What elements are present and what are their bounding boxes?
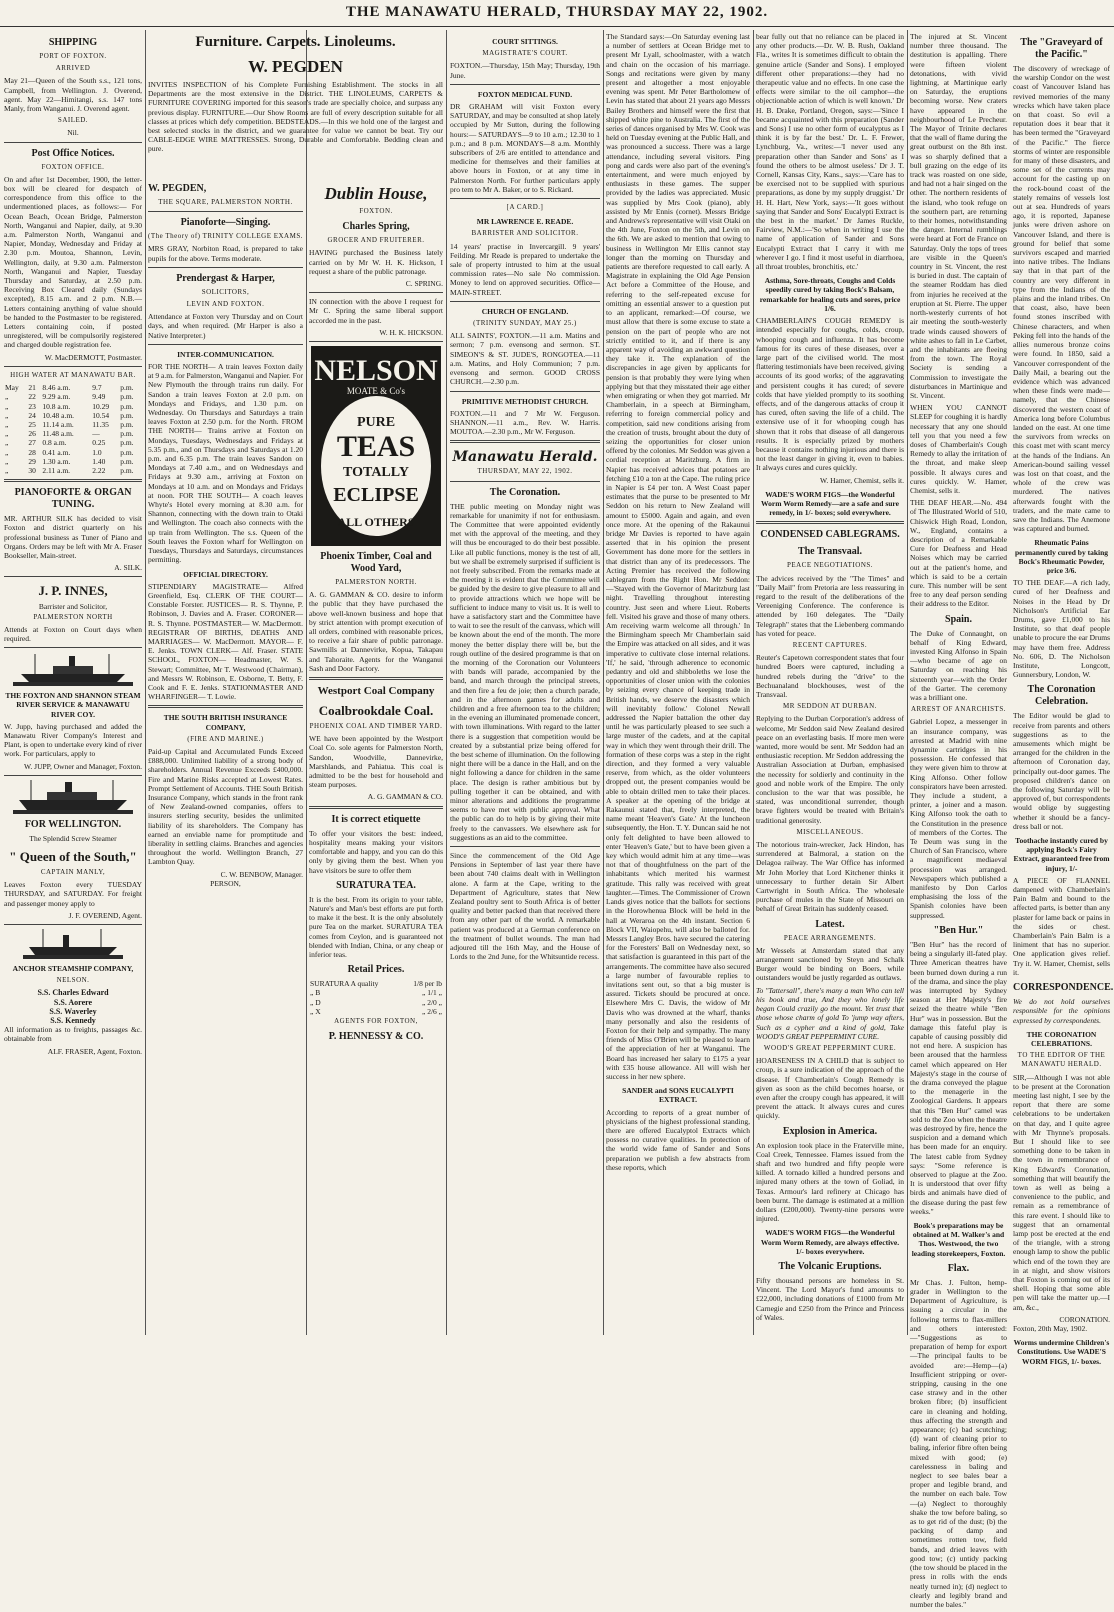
- tide-row: [4, 438, 142, 447]
- column-rule: [907, 30, 908, 1335]
- transvaal-title: The Transvaal.: [797, 546, 863, 558]
- tide-row: [4, 448, 142, 457]
- column-1: [4, 32, 142, 1332]
- latest-title: Latest.: [815, 918, 845, 930]
- pegden-advert: [148, 32, 443, 157]
- tide-cell: 8.46 a.m.: [42, 383, 71, 393]
- paper-title: Manawatu Herald.: [452, 449, 598, 466]
- letter-date: Foxton, 20th May, 1902.: [1013, 1324, 1088, 1333]
- tide-row: [4, 457, 142, 466]
- retail-cell: „ D: [310, 997, 321, 1007]
- tide-cell: 1.30 a.m.: [42, 456, 71, 466]
- inter-communication-text: FOR THE NORTH— A train leaves Foxton daily at 9 a.m. for Palmerston, Wanganui and Napier. For New Plymouth the through trains run daily. For Sandon a train leaves Foxton at 2.0 p.m. on Mondays and Fridays, and 1.30 p.m. on Wednesday. On Thursdays and Saturdays a train leaves Foxton at 2.50 p.m. for the North. FROM THE NORTH— Trains arrive at Foxton on Mondays, Tuesdays, Wednesdays and Fridays at 5.35 p.m., and on Thursdays and Saturdays at 1.20 p.m. and 6.35 p.m. The train leaves Sandon on Mondays at 7.40 a.m., and on Wednesdays and Fridays at 9.30 a.m., arriving at Foxton on Mondays at 10 a.m. and on Mondays and Fridays at noon. FOR THE SOUTH— A coach leaves Whyte's Hotel every morning at 8.30 a.m. for Shannon, connecting with the down train to Otaki and Wellington. The coach also connects with the up train from Wellington. The s.s. Queen of the South leaves the Foxton wharf for Wellington on Tuesdays, Thursdays and Saturdays, circumstances permitting.: [148, 362, 303, 565]
- coronation-celebration-title: The Coronation Celebration.: [1027, 684, 1096, 708]
- peace-text: The advices received by the "The Times" and "Daily Mail" from Pretoria are less reassuring in regard to the result of the deliberations of the Vereeniging Conference. The conference is attended by 160 delegates. The "Daily Telegraph" states that the Liebenberg commando has voted for peace.: [756, 573, 904, 638]
- rheumatic-advert: Rheumatic Pains permanently cured by taking Bock's Rheumatic Powder, price 3/6.: [1015, 538, 1108, 575]
- letter-to: TO THE EDITOR OF THE MANAWATU HERALD.: [1017, 1051, 1106, 1069]
- tide-row: [4, 383, 142, 392]
- column-7: [910, 32, 1114, 1609]
- anchor-ship-4: S.S. Kennedy: [50, 1016, 96, 1026]
- masthead: THE MANAWATU HERALD, THURSDAY MAY 22, 1902.: [345, 4, 769, 20]
- anchor-ship-1: S.S. Charles Edward: [37, 988, 109, 998]
- phoenix-text: A. G. GAMMAN & CO. desire to inform the public that they have purchased the above well-known business and hope that by strict attention with prompt execution of all orders, combined with reasonable prices, to receive a fair share of public patronage. Sawmills at Dannevirke, Kopua, Takapau and Tahoraite. Agents for the Wanganui Sash and Door Factory.: [309, 590, 443, 673]
- miscellaneous-text: The notorious train-wrecker, Jack Hindon, has surrendered at Balmoral, a station on the Delagoa railway. The War Office has informed Mr John Morley that Lord Kitchener thinks it unnecessary to further detain Sir Albert Cartwright in South Africa. The wholesale purchase of mules in the State of Missouri on behalf of Great Britain has suddenly ceased.: [756, 840, 904, 914]
- cough-remedy-text: CHAMBERLAIN'S COUGH REMEDY is intended especially for coughs, colds, croup, whooping cough and influenza. It has become famous for its cures of these diseases, over a large part of the civilised world. The most flattering testimonials have been received, giving accounts of its good works; of the aggravating and persistent coughs it has cured; of severe colds that have yielded promptly to its soothing effects, and of the dangerous attacks of croup it has cured, often saving the life of a child. The extensive use of it for whooping cough has shown that it robs that disease of all dangerous results. It is especially prized by mothers because it contains nothing injurious and there is not the least danger in giving it, even to babies. It always cures and cures quickly.: [756, 316, 904, 473]
- dublin-role: GROCER AND FRUITERER.: [327, 236, 425, 245]
- tide-cell: „: [5, 447, 9, 457]
- official-directory-title: OFFICIAL DIRECTORY.: [183, 569, 268, 579]
- hickson-sign: W. H. K. HICKSON.: [379, 327, 443, 337]
- cough-remedy-sign: W. Hamer, Chemist, sells it.: [820, 475, 904, 485]
- court-sittings-text: FOXTON.—Thursday, 15th May; Thursday, 19th June.: [450, 61, 600, 80]
- paper-date: THURSDAY, MAY 22, 1902.: [477, 467, 573, 476]
- volcanic-continued: The injured at St. Vincent number three thousand. The destitution is appalling. There were fifteen violent detonations, with vivid lightning, at Martinique early on Saturday, the eruptions becoming worse. New craters have appeared in the neighbourhood of Le Precheur. The Mayor of Trinite declares that the wall of flame during the great outburst on the 8th inst. was so sharply defined that a bull grazing on the edge of its track was roasted on one side, and had not a hair singed on the other. The northern residents of the island, who took refuge on the southern part, are returning to their homes, notwithstanding the danger. Internal rumblings were heard at Fort de France on Saturday. Only the tops of trees are visible in the Queen's country in St. Vincent, the rest is buried in dust. The captain of the steamer Roddam has died from injuries he received at the eruption at St. Pierre. The upper north-westerly currents of hot air meeting the south-westerly trade winds caused showers of white ashes to fall in Le Carbet, and the inhabitants are fleeing from the town. The Royal Society is sending a Commission to investigate the disturbances in Martinique and St. Vincent.: [910, 32, 1007, 400]
- pianoforte-sub: (The Theory of) TRINITY COLLEGE EXAMS.: [148, 232, 303, 241]
- arrived-label: ARRIVED: [55, 64, 91, 73]
- tide-title: HIGH WATER AT MANAWATU BAR.: [10, 370, 136, 379]
- queen-captain: CAPTAIN MANLY,: [40, 867, 106, 876]
- tide-cell: 30: [28, 465, 36, 475]
- tide-cell: „: [5, 410, 9, 420]
- innes-role: Barrister and Solicitor,: [38, 602, 108, 612]
- anarchists-text: Gabriel Lopez, a messenger in an insurance company, was arrested at Madrid with nine dynamite cartridges in his possession. He confessed that they were given him to throw at King Alfonso. Other follow conspirators have been arrested. They include a student, a printer, a joiner and a mason. King Alfonso took the oath to the Constitution in the presence of members of the Cortes. The Te Deum was sung in the Church of San Francisco, where a magnificent mediaeval procession was arranged. Newspapers which published a manifesto by Don Carlos emphasising the loss of the Spanish colonies have been suppressed.: [910, 717, 1007, 920]
- sander-text: According to reports of a great number of physicians of the highest professional standing, there are offered Eucalyptol Extracts which possess no curative qualities. In protection of the world wide fame of Sander and Sons preparation we publish a few abstracts from these reports, which: [606, 1107, 750, 1172]
- medical-fund-text: DR GRAHAM will visit Foxton every SATURDAY, and may be consulted at shop lately occupied by Mr Sutton, during the following hours:— SATURDAYS—9 to 10 a.m.; 12.30 to 1 p.m.; and 8 p.m. MONDAYS—8 a.m. Monthly subscribers of 2/6 are entitled to attendance and medicine for themselves and their families at above hours in Foxton, or at any time in Palmerston North. For further particulars apply pro tem to Mr A. Baker, or to S. Rickard.: [450, 102, 600, 194]
- tide-row: [4, 420, 142, 429]
- retail-cell: „ X: [310, 1006, 321, 1016]
- anchor-text: All information as to freights, passages &c. obtainable from: [4, 1025, 142, 1044]
- worm-figs-advert: WADE'S WORM FIGS—the Wonderful Worm Worm Remedy—are a safe and sure remedy, in 1/- boxes; sold everywhere.: [761, 489, 899, 518]
- column-7-right: [1013, 32, 1114, 1612]
- tide-row: [4, 411, 142, 420]
- innes-text: Attends at Foxton on Court days when required.: [4, 624, 142, 643]
- church-text: ALL SAINTS', FOXTON.—11 a.m. Matins and sermon; 7 p.m. evensong and sermon. ST. SIMEON'S & ST. JUDE'S, RONGOTEA.—11 a.m. Matins, and Holy Communion; 7 p.m. evensong and sermon. GOOD CROSS CHURCH.—2.30 p.m.: [450, 331, 600, 387]
- sailed-label: SAILED.: [57, 116, 89, 125]
- explosion-text: An explosion took place in the Fraterville mine, Coal Creek, Tennessee. Flames issued from the shaft and two hundred and fifty people were killed. A tornado killed a hundred persons and injured many others at the town of Goliad, in Texas. Armour's lard refinery at Chicago has been burnt. The damage is estimated at a million dollars (£200,000). Twenty-nine persons were injured.: [756, 1140, 904, 1224]
- anchor-ship-2: S.S. Aorere: [53, 997, 93, 1007]
- cablegrams-title: CONDENSED CABLEGRAMS.: [760, 529, 900, 541]
- tide-cell: 11.48 a.m.: [42, 429, 74, 439]
- tide-cell: „: [5, 392, 9, 402]
- steam-service-title: THE FOXTON AND SHANNON STEAM RIVER SERVICE & MANAWATU RIVER COY.: [5, 691, 141, 719]
- column-rule: [603, 30, 604, 1335]
- tide-cell: 9.49: [92, 392, 106, 402]
- nelson-pure: PURE: [356, 415, 396, 431]
- tide-table: [4, 383, 142, 475]
- peace-title: PEACE NEGOTIATIONS.: [786, 561, 874, 570]
- flax-text: Mr Chas. J. Fulton, hemp-grader in Wellington to the Department of Agriculture, is issuing a circular in the following terms to flax-millers and others interested:—"Suggestions as to preparation of hemp for export—The principal faults to be avoided are:—Hemp—(a) Insufficient stripping or over-stripping, causing in the one case strawy and in the other broken fibre; (b) insufficient care in cleaning and holding, thus affecting the strength and appearance; (c) bad scutching; (d) want of cleaning prior to baling, inferior fibre often being mixed with good; (e) carelessness in baling and neglect to see bales bear a proper and legible brand, and the number on each bale. Tow—(a) Neglect to thoroughly shake the tow before baling, so as to get rid of the dust; (b) the packing of damp and sometimes rotten tow, field bands, and dried leaves with good tow; (c) untidy packing (the tow should be placed in the press in rolls with the ends neatly turned in); (d) neglect to clearly and legibly brand and number the bales.": [910, 1277, 1007, 1609]
- anarchists-title: ARREST OF ANARCHISTS.: [911, 705, 1006, 714]
- methodist-title: PRIMITIVE METHODIST CHURCH.: [461, 396, 589, 406]
- westport-sign: A. G. GAMMAN & CO.: [367, 792, 443, 802]
- durban-text: Replying to the Durban Corporation's address of welcome, Mr Seddon said New Zealand desired peace on an everlasting basis. If more men were wanted, more would be sent. Mr Seddon had an enthusiastic reception. Mr Seddon addressing the Australian Association at Durban, emphasised the necessity for soldierly and continuity in the good and noble work of the Empire. The only conclusion to the war that was possible, he stated, was unconditional surrender, though brave fighters would be treated with Britain's traditional generosity.: [756, 714, 904, 825]
- letter-sign: CORONATION.: [1059, 1314, 1110, 1324]
- queen-text: Leaves Foxton every TUESDAY THURSDAY, and SATURDAY. For freight and passenger money apply to: [4, 880, 142, 908]
- tide-cell: p.m.: [120, 447, 134, 457]
- tide-cell: 26: [28, 429, 36, 439]
- tide-cell: 9.7: [92, 383, 102, 393]
- hoarseness-text: HOARSENESS IN A CHILD that is subject to croup, is a sure indication of the approach of the disease. If Chamberlain's Cough Remedy is given as soon as the child becomes hoarse, or even after the croupy cough has appeared, it will prevent the attack. It always cures and cures quickly.: [756, 1056, 904, 1121]
- steam-service-sign: W. JUPP, Owner and Manager, Foxton.: [24, 761, 142, 771]
- worm-figs-advert-2: WADE'S WORM FIGS—the Wonderful Worm Worm Remedy, are always effective. 1/- boxes everywhere.: [760, 1228, 900, 1256]
- letter-text: SIR,—Although I was not able to be present at the Coronation meeting last night, I see by the report that there are some celebrations to be undertaken on that day, and I quite agree with Mr Thynne's proposals. But I should like to see something done to be taken in the town in remembrance of King Edward's Coronation, something that will beautify the town as well as being a convenience to the public, and remain as a remembrance of this rare event. I should like to suggest that an ornamental lamp post be erected at the end of the triangle, with a strong enough lamp to show the public which end of the town they are in at night, and show visitors that Foxton is coming out of its shell. Hoping that some able pen will take the matter up.—I am, &c.,: [1013, 1072, 1110, 1312]
- card-label: [A CARD.]: [506, 203, 544, 212]
- anchor-ship-3: S.S. Waverley: [49, 1006, 97, 1016]
- prendergast-role: SOLICITORS,: [201, 287, 250, 296]
- correspondence-sub: We do not hold ourselves responsible for the opinions expressed by correspondents.: [1013, 997, 1110, 1025]
- retail-cell: „ 2/0 „: [422, 997, 442, 1007]
- reade-role: BARRISTER AND SOLICITOR.: [471, 229, 579, 238]
- arrangements-text: Mr Wessels at Amsterdam stated that any arrangement sanctioned by Steyn and Schalk Burger would be binding on Boers, while outstanders would be justly regarded as outlaws.: [756, 945, 904, 983]
- south-british-sign: C. W. BENBOW, Manager.: [220, 869, 303, 879]
- retail-cell: „ B: [310, 988, 321, 998]
- pegden-text: INVITES INSPECTION of his Complete Furnishing Establishment. The stocks in all Departments are the most extensive in the District. THE LINOLEUMS, CARPETS & FURNITURE COVERING imported for this season's trade are specially choice, and surpass any previous display. FURNITURE.—Our Show Rooms are full of every description suitable for all classes at prices which defy competition. BEDSTEADS.—In this we hold one of the largest and best selected stocks in the district, and we guarantee for value we cannot be beat. Try our CABLE-EDGE WIRE MATTRESSES. Strong, Durable and Comfortable. Bedding clean and pure.: [148, 80, 443, 154]
- column-7-split: [910, 32, 1114, 1612]
- letter-title: THE CORONATION CELEBRATIONS.: [1026, 1029, 1097, 1048]
- tide-cell: 1.0: [92, 447, 102, 457]
- tide-cell: „: [5, 438, 9, 448]
- worms-advert: Worms undermine Children's Constitutions. Use WADE'S WORM FIGS, 1/- boxes.: [1013, 1338, 1110, 1366]
- post-office-sub: FOXTON OFFICE.: [41, 162, 105, 171]
- pianoforte-text: MRS GRAY, Norbiton Road, is prepared to take pupils for the above. Terms moderate.: [148, 244, 303, 263]
- furniture-title: Furniture. Carpets. Linoleums.: [195, 34, 396, 50]
- prendergast-title: Prendergast & Harper,: [176, 272, 275, 284]
- suratura-text: It is the best. From its origin to your table, Nature's and Man's best efforts are put forth to make it the best. It is the only absolutely pure Tea on the market. SURATURA TEA comes from Ceylon, and is guaranteed not blended with Indian, China, or any cheap or inferior teas.: [309, 894, 443, 959]
- hickson-text: IN connection with the above I request for Mr C. Spring the same liberal support accorded me in the past.: [309, 297, 443, 325]
- ben-hur-text: "Ben Hur" has the record of being a singularly ill-fated play. Three American theatres have been burned down during a run of the drama, and since the play was interrupted by Sydney season at Her Majesty's fire seized the theatre while "Ben Hur" was in possession. But the damage this fateful play is capable of causing possibly did not end here. A suspicion has been aroused that the harmless camel which appeared on Her Majesty's stage in the course of the drama conveyed the plague to the menagerie in the Zoological Gardens. It appears that this "Ben Hur" camel was sold to the Zoo when the theatre was destroyed by fire, hence the suspicion and a demand which has been made for an enquiry. The latest cable from Sydney says: "Some reference is observed to plague at the Zoo. It is understood that over fifty birds and animals have died of the disease during the past few weeks.": [910, 939, 1007, 1216]
- arrangements-title: PEACE ARRANGEMENTS.: [783, 933, 877, 942]
- queen-title: " Queen of the South,": [9, 848, 137, 864]
- tide-cell: —: [92, 429, 100, 439]
- sleep-cough-text: WHEN YOU CANNOT SLEEP for coughing it is hardly necessary that any one should tell you that you need a few doses of Chamberlain's Cough Remedy to allay the irritation of the throat, and make sleep possible. It always cures and cures quickly. W. Hamer, Chemist, sells it.: [910, 403, 1007, 495]
- tide-cell: p.m.: [120, 465, 134, 475]
- tide-cell: „: [5, 465, 9, 475]
- south-british-sub: (FIRE AND MARINE.): [187, 734, 264, 743]
- nelson-eclipse: ECLIPSE: [333, 484, 419, 507]
- nelson-brand: NELSON: [314, 354, 438, 388]
- suratura-title: SURATURA TEA.: [336, 879, 416, 891]
- tide-cell: 11.35: [92, 419, 109, 429]
- medical-fund-title: FOXTON MEDICAL FUND.: [477, 89, 573, 99]
- nelson-all-others: ALL OTHERS: [337, 515, 415, 530]
- reade-text: 14 years' practise in Invercargill. 9 years' Feilding. Mr Reade is prepared to undertake the sale of property intrusted to him at the usual commission rates—No sale No commission. Money to lend on approved securities. Office—MAIN-STREET.: [450, 241, 600, 297]
- steamer-illustration: [13, 652, 133, 686]
- prendergast-place: LEVIN AND FOXTON.: [186, 300, 265, 309]
- coalbrookdale-title: Coalbrookdale Coal.: [318, 703, 434, 719]
- retail-cell: „ 1/1 „: [422, 988, 442, 998]
- nelson-totally: TOTALLY: [343, 465, 409, 481]
- tide-row: [4, 429, 142, 438]
- tide-cell: „: [5, 401, 9, 411]
- tide-cell: 29: [28, 456, 36, 466]
- tide-cell: 10.48 a.m.: [42, 410, 75, 420]
- spain-title: Spain.: [945, 613, 972, 625]
- methodist-text: FOXTON.—11 and 7 Mr W. Ferguson. SHANNON.—11 a.m., Rev. W. Harris. MOUTOA.—2.30 p.m., Mr W. Ferguson.: [450, 408, 600, 437]
- tide-cell: „: [5, 456, 9, 466]
- tide-cell: 23: [28, 401, 36, 411]
- south-british-text: Paid-up Capital and Accumulated Funds Exceed £888,000. Unlimited liability of a strong body of shareholders. Annual Revenue Exceeds £400,000. Fire and Marine Risks accepted at Lowest Rates. Prompt Settlement of Accounts. THE South British Insurance Company, which stands in the front rank of New Zealand-owned companies, offers to insurers sterling security, besides the unlimited liability of its shareholders. The Company has earned an enviable name for promptitude and liberality in settling claims. Branches and agencies throughout the world. Wellington Branch, 27 Lambton Quay.: [148, 746, 303, 867]
- tide-cell: 25: [28, 419, 36, 429]
- pegden-sign: W. PEGDEN,: [148, 183, 207, 194]
- retail-prices-title: Retail Prices.: [347, 964, 405, 976]
- tide-cell: 2.11 a.m.: [42, 465, 71, 475]
- anchor-sub: NELSON.: [56, 976, 90, 985]
- nil-label: Nil.: [67, 128, 79, 138]
- captures-text: Reuter's Capetown correspondent states that four hundred Boers were captured, including a hundred rebels during the "drive" to the Bechuanaland blockhouses, west of the Transvaal.: [756, 653, 904, 699]
- graveyard-text: The discovery of wreckage of the warship Condor on the west coast of Vancouver Island has revived memories of the many wrecks which have taken place on that coast. So evil a reputation does it bear that it has been termed the "Graveyard of the Pacific." The fierce storms of winter are responsible for many of these disasters, and some set of the currents may account for the casting up on the rock-bound coast of the stately remains of vessels lost out at sea. Hundreds of years ago, it is reported, Japanese junks were driven ashore on Vancouver Island, and there is ground for belief that some survivors escaped and married into native tribes. The Indians say that in that part of the country are very different in type from the Indians of the plains and the inland tribes. On that coast, also, have been found stones inscribed with Chinese characters, and when Peking fell into the hands of the allies numerous bronze coins were found. In 1850, said a Vancouver correspondent of the Daily Mail, a bearing out the evidence which was advanced when these finds were made—namely, that the Chinese discovered the western coast of America long before Columbus landed on the east. At one time the survivors from wrecks on this coast met with scant mercy at the hands of the Indians. An American-bound sailing vessel was lost on that coast, and the whole of the crew was murdered. The natives afterwards fought with the traders, and the mate came to save the Indians. The Anemone was captured and burned.: [1013, 64, 1110, 534]
- westport-text: WE have been appointed by the Westport Coal Co. sole agents for Palmerston North, Sandon, Woodville, Dannevirke, Marshlands, and Pahiatua. This coal is admitted to be the best for household and steam purposes.: [309, 734, 443, 790]
- steamer-illustration: [23, 929, 123, 959]
- peppermint-poem: To "Tattersall", there's many a man Who can tell his book and true, And they who lonely life began Could crazily go the mount. Yet trust that those whose charm of gold To 'jump way afters, Such as a cypher and a kind of gold, Take WOOD'S GREAT PEPPERMINT CURE.: [756, 985, 904, 1041]
- post-office-text: On and after 1st December, 1900, the letter-box will be cleared for despatch of correspondence from this office to the undermentioned places, as follows:— For Ocean Beach, Ocean Bridge, Palmerston North, Wanganui and Napier, daily, at 9.30 a.m. Palmerston North, Wanganui and Napier, Monday, Wednesday and Friday at 2.30 p.m. Moutoa, Shannon, Levin, Wellington, daily, at 9.30 a.m. Palmerston North, Wanganui and Napier, Tuesday Thursday and Saturday, at 2.50 p.m. Receiving Box Cleared daily (Sundays excepted), 8.15 a.m. and 2 p.m. N.B.—Letters containing anything of value should be handed to the Postmaster to be registered. Letters containing coin, if posted unregistered, will be compulsorily registered and charged double registration fee.: [4, 174, 142, 350]
- column-rule: [753, 30, 754, 1335]
- miscellaneous-title: MISCELLANEOUS.: [796, 827, 864, 836]
- post-office-title: Post Office Notices.: [31, 147, 115, 159]
- shipping-title: SHIPPING: [48, 37, 98, 48]
- retail-row: [309, 998, 443, 1007]
- south-british-foot: PERSON,: [210, 878, 241, 888]
- volcanic-text: Fifty thousand persons are homeless in St. Vincent. The Lord Mayor's fund amounts to £22,000, including donations of £1000 from Mr Carnegie and £250 from the Prince and Princess of Wales.: [756, 1275, 904, 1322]
- retail-prices-table: [309, 979, 443, 1016]
- pain-balm-text: A PIECE OF FLANNEL dampened with Chamberlain's Pain Balm and bound to the affected parts, is better than any plaster for lame back or pains in the sides or chest. Chamberlain's Pain Balm is a liniment that has no superior. One application gives relief. Try it. W. Hamer, Chemist, sells it.: [1013, 875, 1110, 977]
- captures-title: RECENT CAPTURES.: [792, 640, 868, 649]
- tide-cell: 24: [28, 410, 36, 420]
- tide-cell: 10.29: [92, 401, 110, 411]
- phoenix-place: PALMERSTON NORTH.: [335, 578, 417, 587]
- retail-cell: SURATURA A quality: [310, 979, 379, 989]
- dublin-name: Charles Spring,: [342, 221, 410, 233]
- sander-title: SANDER and SONS EUCALYPTI EXTRACT.: [622, 1086, 734, 1105]
- church-title: CHURCH OF ENGLAND.: [481, 306, 569, 316]
- nelson-teas: TEAS: [336, 430, 416, 464]
- tide-cell: 21: [28, 383, 36, 393]
- phoenix-title: Phoenix Timber, Coal and Wood Yard,: [320, 551, 432, 575]
- tide-cell: p.m.: [120, 401, 134, 411]
- tide-cell: „: [5, 429, 9, 439]
- ben-hur-title: "Ben Hur.": [933, 924, 984, 936]
- column-6: [756, 32, 904, 1332]
- tide-cell: 27: [28, 438, 36, 448]
- prendergast-text: Attendance at Foxton very Thursday and on Court days, and when required. (Mr Harper is also a Native Interpreter.): [148, 312, 303, 340]
- tide-cell: p.m.: [120, 419, 134, 429]
- tide-row: [4, 466, 142, 475]
- tide-cell: p.m.: [120, 392, 134, 402]
- court-sittings-sub: MAGISTRATE'S COURT.: [482, 49, 568, 58]
- dublin-text: HAVING purchased the Business lately carried on by Mr W. H. K. Hickson, I request a share of the public patronage.: [309, 248, 443, 276]
- tide-cell: 9.29 a.m.: [42, 392, 71, 402]
- inter-communication-title: INTER-COMMUNICATION.: [177, 349, 274, 359]
- nelson-firm: MOATE & Co's: [346, 386, 406, 397]
- tide-cell: „: [5, 419, 9, 429]
- tide-cell: p.m.: [120, 456, 134, 466]
- coronation-text-2: Since the commencement of the Old Age Pensions in September of last year there have been about 740 claims dealt with in Wellington alone. A farm at the Cape, writing to the Department of Agriculture, states that New Zealand poultry sent to South Africa is of better quality and better packed than that received there from any other part of the world. A remarkable patient was produced at a German conference on the treatment of bullet wounds. The man had adjoured till the 16th May, and the House of Lords to the 2nd June, for the Whitsuntide recess.: [450, 851, 600, 962]
- books-advert: Book's preparations may be obtained at M. Walker's and Thos. Westwood, the two leading storekeepers, Foxton.: [911, 1220, 1006, 1258]
- spain-text: The Duke of Connaught, on behalf of King Edward, invested King Alfonso in Spain—who became of age on Saturday on reaching his sixteenth year—with the Order of the Garter. The ceremony was a brilliant one.: [910, 628, 1007, 703]
- innes-name: J. P. INNES,: [38, 583, 108, 599]
- reade-title: MR LAWRENCE E. READE.: [476, 217, 574, 227]
- toothache-advert: Toothache instantly cured by applying Bock's Fairy Extract, guaranteed free from injury, 1/-: [1013, 836, 1110, 873]
- graveyard-title: The "Graveyard of the Pacific.": [1020, 37, 1103, 60]
- steamer-illustration: [13, 780, 133, 814]
- pianoforte-title: Pianoforte—Singing.: [180, 217, 271, 229]
- coronation-title: The Coronation.: [489, 486, 561, 498]
- peppermint-title: WOOD'S GREAT PEPPERMINT CURE.: [763, 1043, 897, 1052]
- tide-row: [4, 392, 142, 401]
- coronation-text: THE public meeting on Monday night was remarkable for unanimity if not for enthusiasm. The Committee that were appointed evidently met with the approval of the meeting, and they will thus be encouraged to do their best possible. Like all public functions, money is the test of all, but we shall be extremely surprised if sufficient is not freely subscribed. From the remarks made at the meeting it is evident that the Committee will be guided by the desire to give pleasure to all and to provide attractions which we hope will be sufficient to induce many to visit us. It is well to have a satisfactory start and the Committee have to wait to see the result of the canvass, which will be known about the end of the month. The more money the better display there will be, but the rough outline of the desired programme is that on the morning of the Coronation our Volunteers with bands will parade, accompanied by the band, and march through the principal streets, and then fire a feu de joie; then a church parade, and in the afternoon games for adults and children and a free afternoon tea to the children; in the evening an illuminated promenade concert, with town illuminations. With regard to the latter there is a suggestion that competition would be created by a substantial prize being offered for the best scheme of illumination. On the following night there will be a dance in the Hall, and on the night following a dance for children in the same place. The design is rather ambitious but by pulling together it can be obtained, and with minor alterations and additions the programme seems to have met with public approval. What the public can do to help is by giving their mite freely to the canvassers. We elsewhere ask for suggestions as an aid to the committee.: [450, 501, 600, 842]
- tide-cell: 28: [28, 447, 36, 457]
- tide-cell: p.m.: [120, 429, 134, 439]
- tide-cell: 0.25: [92, 438, 106, 448]
- pegden-title: W. PEGDEN: [248, 57, 343, 76]
- column-4: [450, 32, 600, 1332]
- deaf-drums-text: TO THE DEAF.—A rich lady, cured of her Deafness and Noises in the Head by Dr Nicholson's Artificial Ear Drums, gave £1,000 to his Institute, so that deaf people unable to procure the ear Drums may have them free. Address No. 606, D. The Nicholson Institute, Longcott, Gunnersbury, London, W.: [1013, 578, 1110, 680]
- tide-cell: 0.8 a.m.: [42, 438, 67, 448]
- explosion-title: Explosion in America.: [782, 1125, 878, 1137]
- column-7-left: [910, 32, 1007, 1612]
- tide-cell: p.m.: [120, 410, 134, 420]
- tide-cell: May: [5, 383, 19, 393]
- column-3: [309, 178, 443, 1332]
- tide-cell: 1.40: [92, 456, 106, 466]
- tide-cell: 0.41 a.m.: [42, 447, 71, 457]
- column-rule: [306, 30, 307, 1335]
- coronation-celebration-text: The Editor would be glad to receive from parents and others suggestions as to the amusements which might be arranged for the children in the afternoon of Coronation day, principally out-door games. The proposed children's dance on the following Saturday will be approved of, but correspondents would oblige by suggesting whether it should be a fancy-dress ball or not.: [1013, 711, 1110, 831]
- queen-sign: J. F. OVEREND, Agent.: [68, 910, 142, 920]
- retail-cell: „ 2/6 „: [422, 1006, 442, 1016]
- sander-testimonials: bear fully out that no reliance can be placed in any other products.—Dr. W. B. Rush, Oakland Fla., writes It is sometimes difficult to obtain the genuine article (Sander and Sons). I employed different other preparations:—they had no therapeutic value and no effects. In one case the effects were similar to the oil camphor—the objectionable action of which is well known.' Dr H. B. Drake, Portland, Oregon, says:—'Since I became acquainted with this preparation (Sander and Sons) I use no other form of eucalyptus as I think it is by far the best.' Dr. L. F. Frewer, Lynchburg, Va., writes:—'I never used any preparation other than Sander and Sons' as I found the others to be almost useless.' Dr J. T. Cornell, Kansas City, Kans., says:—'Care has to be exercised not to be supplied with spurious preparations, as done by my supply druggist.' Dr H. H. Hart, New York, says:—'It goes without saying that Sander and Sons' Eucalypti Extract is the best in the market.' Dr James Ruckle, Fairview, N.M.:—'So when in writing I use the name of application of Sander and Sons Eucalypti Extract that I carry it with me wherever I go. I find it most useful in diarrhoea, all throat troubles, bronchitis, etc.': [756, 32, 904, 272]
- retail-row: [309, 979, 443, 988]
- correspondence-title: CORRESPONDENCE.: [1013, 982, 1114, 994]
- tide-cell: 22: [28, 392, 36, 402]
- retail-row: [309, 988, 443, 997]
- official-directory-text: STIPENDIARY MAGISTRATE— Alfred Greenfield, Esq. CLERK OF THE COURT— Constable Forster. JUSTICES— R. S. Thynne, P. Robinson, J. Davies and A. Fraser. CORONER— R. S. Thynne. POSTMASTER— W. MacDermott. REGISTRAR OF BIRTHS, DEATHS AND MARRIAGES— W. MacDermott. MAYOR— F. E. Jenks. TOWN CLERK— Alf. Fraser. STATE SCHOOL, FOXTON— Headmaster, W. S. Stewart; Committee, Mr T. Westwood (Chairman), and Messrs W. Robinson, E. Osborne, T. Betty, F. Cook and F. E. Jenks. STATIONMASTER AND WHARFINGER— T. Lowie.: [148, 581, 303, 702]
- tide-row: [4, 402, 142, 411]
- tide-cell: 11.14 a.m.: [42, 419, 74, 429]
- westport-title: Westport Coal Company: [317, 685, 435, 698]
- post-office-sign: W. MacDERMOTT, Postmaster.: [44, 352, 142, 362]
- news-items: The Standard says:—On Saturday evening last a number of settlers at Ocean Bridge met to present Mr Lyall, schoolmaster, with a watch and chain on the occasion of his marriage. Songs and recitations were given by many present and altogether a most enjoyable evening was spent. Mr Peter Bartholomew of Levin has stated that about 21 years ago Messrs Bailey Brothers and himself were the first that shipped white pine to Australia. The first of the series of dances organised by Mrs W. Cook was held on Tuesday evening at the Public Hall, and was pronounced a success. There was a large attendance, including several visitors. Ping pong and cards were also part of the evening's entertainment, and were much enjoyed by enthusiasts in these games. The supper provided by the ladies was appreciated. Music was supplied by Mrs Cook (piano), ably assisted by Mr Ennis (cornet). Messrs Bridge and Andrews's representative will visit Otaki on the 4th June, Foxton on the 5th, and Levin on the 6th. We are asked to mention that owing to business in Wellington Mr Ellis cannot stay longer than the morning on Thursday and patients are therefore requested to call early. A Magistrate in explaining the Old Age Pension Act before a Committee of the House, and referring to the self-repeated excuse for omitting an essential answer to a question put to an applicant, remarked:—Of course, we must allow that there is some excuse to state a pension on the part of people who are not strictly entitled to it, and if there is any apparent way of avoiding an awkward question they take it. The explanation of the discrepancies in age given by applicants for pension is that probably they were lying when applying but that they misstated their age either when emigrating or when they got married. Mr Chamberlain, in a speech at Birmingham, referring to foreign commercial policy and competition, said new conditions arising from the creation of trusts, brought about the duty of seizing the opportunities for closer union offered by the colonies. Mr Seddon was given a cordial reception at Maritzburg. A firm in Napier has received advices that potatoes are fetching £10 a ton at the Cape. The ruling price in Napier is £4 per ton. A West Coast paper estimates that the purse to be presented to Mr Seddon on his return to New Zealand will amount to £5000. Again and again, and even once more. At the opening of the Rakaunui bridge Mr Davies is reported to have again asserted that in his opinion the present Government has done more for the settlers in that district than any of its predecessors. The Acting Premier has received the following cablegram from the Right Hon. Mr Seddon:—'Stayed with the Governor of Maritzburg last night. Travelling throughout interesting country. Just seen and where Lieut. Roberts fell. Visited his grave and those of many others. Am receiving warm welcome all through.' In the Birmingham speech Mr Chamberlain said the Empire was attacked on all sides, and it was imperative to cultivate close internal relations. 'If,' he said, 'through adherence to economic pedantry and old and shibboleths we lose the opportunities of closer union with the colonies by seizing every chance of keeping trade in British hands, we deserve the disasters which will inevitably follow.' Colonel Newall addressed the Napier battalion the other day until he was particularly pleased to see such a large muster of the cadets, and at the capital way in which they went through their drill. The formation of these corps was a step in the right direction, and they formed a very valuable reserve, from which, as the older volunteers dropped out, the present companies would be able to obtain drilled men to take their places. A speaker at the opening of the bridge at Rakaunui stated that, freely interpreted, the name meant 'Heaven's Gate.' At the luncheon subsequently, the Hon. T. Y. Duncan said he not only felt delighted to have been allowed to enter 'Heaven's Gate,' but to have been given a key which would admit him at any time—was not that of thoughtfulness on the part of the inhabitants which merited his warmest gratitude. This rally was received with great laughter.—Times. The Commissioner of Crown Lands gives notice that the ballots for sections in the Horowhenua Block will be held in the hall at Weraroa on the 4th instant. Section 6 Block VII, Waiopehu, will also be balloted for. Messrs Langley Bros. have secured the catering for the Foresters' Ball on Wednesday next, so that satisfaction is guaranteed in this part of the arrangements. The committee have also secured a large number of favourable replies to invitations sent out, so that a big muster is assured. Tickets should be procured at once. Elsewhere Mrs C. Davis, the widow of Mr Davis who was drowned at the wharf, thanks many personally and also the residents of Foxton for their help and sympathy. The many friends of Miss O'Brien will be pleased to learn of the appreciation of her at Wanganui. The Board has increased her salary to £175 a year with £35 house allowance. All will wish her success in her new sphere.: [606, 32, 750, 1081]
- volcanic-title: The Volcanic Eruptions.: [778, 1260, 882, 1272]
- innes-place: PALMERSTON NORTH: [33, 612, 113, 621]
- pegden-place: THE SQUARE, PALMERSTON NORTH.: [158, 198, 293, 206]
- dublin-place: FOXTON.: [359, 207, 393, 215]
- retail-cell: 1/8 per lb: [413, 979, 442, 989]
- wellington-title: FOR WELLINGTON.: [24, 818, 122, 830]
- nelson-teas-advert: [311, 346, 441, 546]
- retail-row: [309, 1007, 443, 1016]
- column-rule: [145, 30, 146, 1335]
- piano-tuning-title: PIANOFORTE & ORGAN TUNING.: [14, 487, 132, 511]
- asthma-advert: Asthma, Sore-throats, Coughs and Colds speedily cured by taking Bock's Balsam, remarkable for healing cuts and sores, price 1/6.: [759, 276, 901, 313]
- flax-title: Flax.: [947, 1262, 970, 1274]
- tide-cell: p.m.: [120, 383, 134, 393]
- church-sub: (TRINITY SUNDAY, MAY 25.): [473, 319, 577, 328]
- column-5: [606, 32, 750, 1332]
- westport-sub: PHOENIX COAL AND TIMBER YARD.: [309, 722, 443, 731]
- column-2: [148, 178, 303, 1332]
- durban-title: MR SEDDON AT DURBAN.: [783, 702, 877, 711]
- shipping-text: May 21—Queen of the South s.s., 121 tons, Campbell, from Wellington. J. Overend, agent. May 22—Himitangi, s.s. 147 tons Manly, from Wanganui. J. Overend agent.: [4, 76, 142, 114]
- masthead-rule: [0, 26, 1114, 27]
- tide-cell: 2.22: [92, 465, 106, 475]
- anchor-sign: ALF. FRASER, Agent, Foxton.: [47, 1046, 142, 1056]
- south-british-title: THE SOUTH BRITISH INSURANCE COMPANY,: [163, 713, 288, 732]
- court-sittings-title: COURT SITTINGS.: [492, 37, 558, 46]
- deaf-hear-text: THE DEAF HEAR.—No. 494 of The Illustrated World of 510, Chiswick High Road, London, W., England, contains a description of a Remarkable Cure for Deafness and Head Noises which may be carried out at the patient's home, and which is said to be a certain cure. This number will be sent free to any deaf person sending their address to the Editor.: [910, 498, 1007, 609]
- etiquette-text: To offer your visitors the best: indeed, hospitality means making your visitors comfortable and happy, and you can do this only by giving them the best. When you have visitors be sure to offer them: [309, 828, 443, 875]
- tide-cell: 10.8 a.m.: [42, 401, 71, 411]
- anchor-title: ANCHOR STEAMSHIP COMPANY,: [12, 964, 134, 973]
- agents-title: AGENTS FOR FOXTON,: [334, 1016, 418, 1025]
- etiquette-title: It is correct etiquette: [331, 813, 421, 825]
- shipping-sub: PORT OF FOXTON.: [39, 52, 107, 60]
- dublin-sign: C. SPRING.: [405, 279, 443, 289]
- wellington-sub: The Splendid Screw Steamer: [29, 833, 117, 843]
- piano-tuning-text: MR. ARTHUR SILK has decided to visit Foxton and district quarterly on his professional business as Tuner of Piano and Organs. Orders may be left with Mr A. Fraser Bookseller, Main-street.: [4, 514, 142, 560]
- tide-cell: p.m.: [120, 438, 134, 448]
- tide-cell: 10.54: [92, 410, 110, 420]
- column-rule: [446, 30, 447, 1335]
- agents-name: P. HENNESSY & CO.: [328, 1031, 424, 1043]
- steam-service-text: W. Jupp, having purchased and added the Manawatu River Company's Interest and Plant, is open to undertake every kind of river work. For particulars, apply to: [4, 721, 142, 759]
- dublin-house-title: Dublin House,: [324, 184, 428, 203]
- piano-tuning-sign: A. SILK.: [114, 563, 142, 573]
